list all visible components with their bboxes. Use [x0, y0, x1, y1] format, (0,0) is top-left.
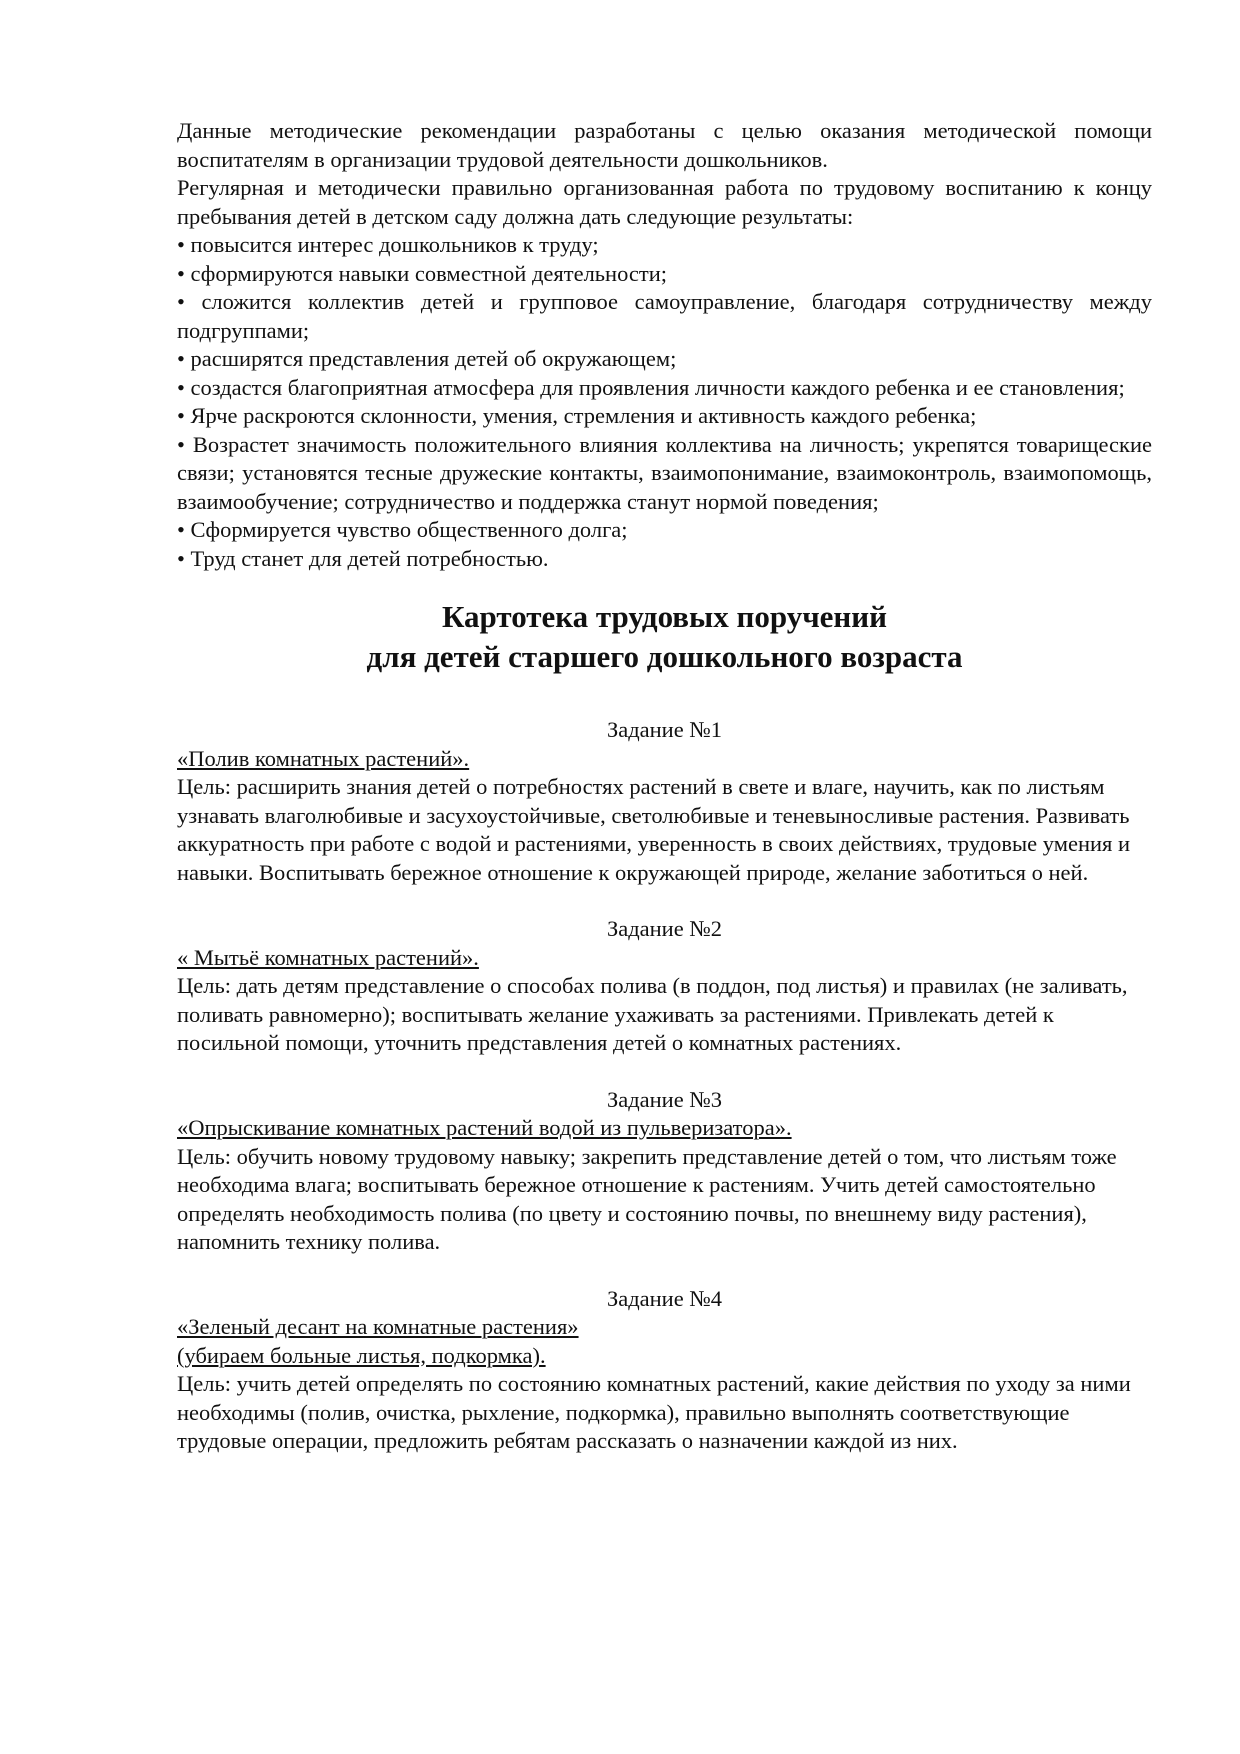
task-goal: Цель: учить детей определять по состоянию комнатных растений, какие действия по уходу за ними необходимы (полив, очистка, рыхление, подкормка), правильно выполнять соответствующие трудовые операции, предложить ребятам рассказать о назначении каждой из них.: [177, 1371, 1131, 1453]
task-block: [177, 716, 1152, 887]
task-block: [177, 1086, 1152, 1257]
result-bullet: • Ярче раскроются склонности, умения, стремления и активность каждого ребенка;: [177, 403, 977, 428]
task-heading: Задание №3: [606, 1086, 723, 1112]
result-bullet: • Сформируется чувство общественного долга;: [177, 517, 628, 542]
task-name: «Зеленый десант на комнатные растения»: [177, 1314, 579, 1339]
task-goal: Цель: обучить новому трудовому навыку; закрепить представление детей о том, что листьям тоже необходима влага; воспитывать бережное отношение к растениям. Учить детей самостоятельно определять необходимость полива (по цвету и состоянию почвы, по внешнему виду растения), напомнить технику полива.: [177, 1143, 1117, 1254]
intro-section: [177, 117, 1152, 573]
task-heading: Задание №4: [606, 1285, 723, 1311]
intro-paragraph: Регулярная и методически правильно организованная работа по трудовому воспитанию к концу пребывания детей в детском саду должна дать следующие результаты:: [177, 175, 1152, 229]
result-bullet: • сложится коллектив детей и групповое самоуправление, благодаря сотрудничеству между подгруппами;: [177, 289, 1152, 343]
result-bullet: • повысится интерес дошкольников к труду;: [177, 232, 599, 257]
task-goal: Цель: дать детям представление о способах полива (в поддон, под листья) и правилах (не заливать, поливать равномерно); воспитывать желание ухаживать за растениями. Привлекать детей к посильной помощи, уточнить представления детей о комнатных растениях.: [177, 973, 1128, 1055]
task-subname: (убираем больные листья, подкормка).: [177, 1342, 546, 1368]
task-heading: Задание №1: [606, 717, 723, 742]
task-block: [177, 915, 1152, 1058]
task-name: «Полив комнатных растений».: [177, 745, 470, 771]
task-heading: Задание №2: [606, 916, 723, 941]
intro-paragraph: Данные методические рекомендации разработаны с целью оказания методической помощи воспитателям в организации трудовой деятельности дошкольников.: [177, 118, 1152, 172]
result-bullet: • Возрастет значимость положительного влияния коллектива на личность; укрепятся товарищеские связи; установятся тесные дружеские контакты, взаимопонимание, взаимоконтроль, взаимопомощь, взаимообучение; сотрудничество и поддержка станут нормой поведения;: [177, 431, 1152, 514]
result-bullet: • Труд станет для детей потребностью.: [177, 545, 549, 571]
result-bullet: • создастся благоприятная атмосфера для проявления личности каждого ребенка и ее становления;: [177, 374, 1125, 400]
title-line: Картотека трудовых поручений: [441, 599, 888, 634]
document-title: [177, 597, 1152, 677]
title-line: для детей старшего дошкольного возраста: [366, 639, 963, 674]
result-bullet: • сформируются навыки совместной деятельности;: [177, 260, 668, 286]
result-bullet: • расширятся представления детей об окружающем;: [177, 346, 677, 371]
task-name: «Опрыскивание комнатных растений водой из пульверизатора».: [177, 1115, 792, 1140]
task-name: « Мытьё комнатных растений».: [177, 944, 479, 970]
task-block: [177, 1285, 1152, 1456]
task-goal: Цель: расширить знания детей о потребностях растений в свете и влаге, научить, как по листьям узнавать влаголюбивые и засухоустойчивые, светолюбивые и теневыносливые растения. Развивать аккуратность при работе с водой и растениями, уверенность в своих действиях, трудовые умения и навыки. Воспитывать бережное отношение к окружающей природе, желание заботиться о ней.: [177, 774, 1131, 885]
